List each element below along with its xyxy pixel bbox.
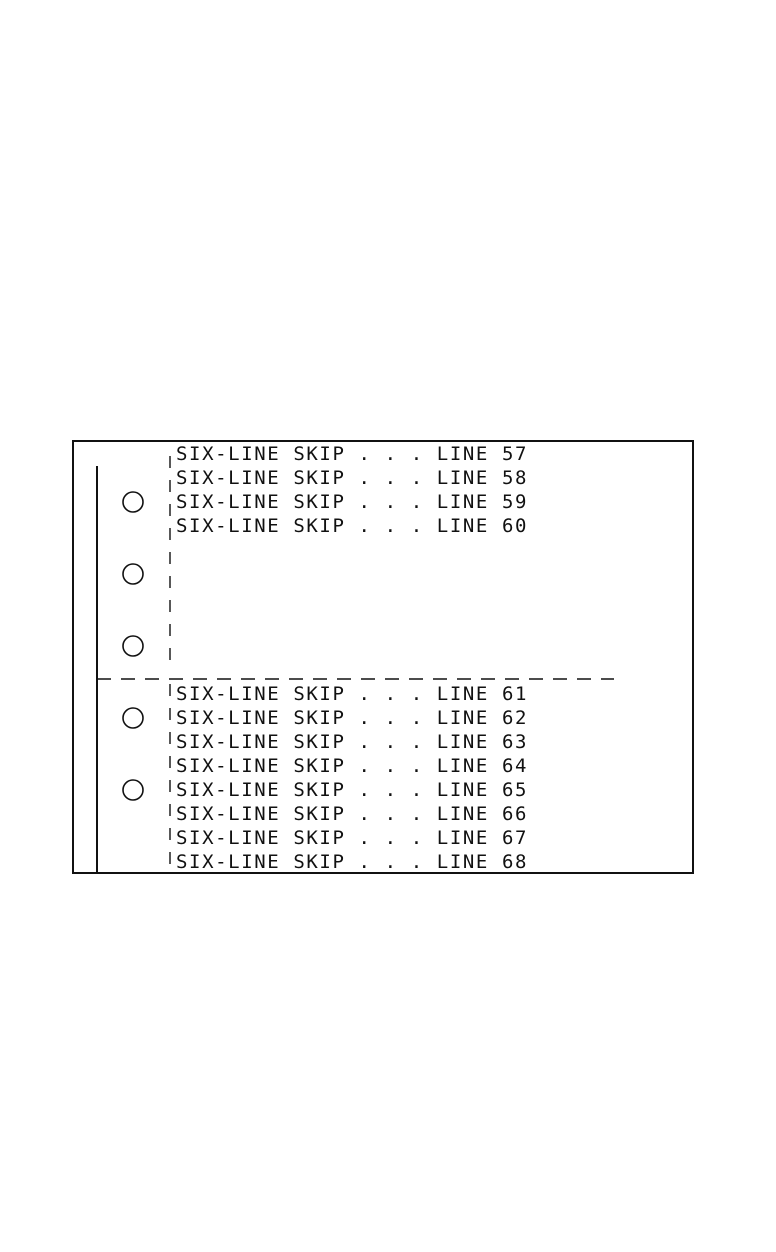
print-line-57: SIX-LINE SKIP . . . LINE 57 xyxy=(176,443,529,465)
print-line-59: SIX-LINE SKIP . . . LINE 59 xyxy=(176,491,529,513)
print-line-62: SIX-LINE SKIP . . . LINE 62 xyxy=(176,707,529,729)
print-line-68: SIX-LINE SKIP . . . LINE 68 xyxy=(176,851,529,873)
feed-hole-icon xyxy=(123,780,143,800)
print-line-61: SIX-LINE SKIP . . . LINE 61 xyxy=(176,683,529,705)
feed-hole-icon xyxy=(123,564,143,584)
feed-hole-icon xyxy=(123,492,143,512)
printer-paper-figure xyxy=(72,440,694,874)
print-line-65: SIX-LINE SKIP . . . LINE 65 xyxy=(176,779,529,801)
feed-hole-icon xyxy=(123,708,143,728)
print-line-60: SIX-LINE SKIP . . . LINE 60 xyxy=(176,515,529,537)
print-line-63: SIX-LINE SKIP . . . LINE 63 xyxy=(176,731,529,753)
print-line-64: SIX-LINE SKIP . . . LINE 64 xyxy=(176,755,529,777)
print-line-58: SIX-LINE SKIP . . . LINE 58 xyxy=(176,467,529,489)
print-line-66: SIX-LINE SKIP . . . LINE 66 xyxy=(176,803,529,825)
feed-hole-icon xyxy=(123,636,143,656)
print-line-67: SIX-LINE SKIP . . . LINE 67 xyxy=(176,827,529,849)
